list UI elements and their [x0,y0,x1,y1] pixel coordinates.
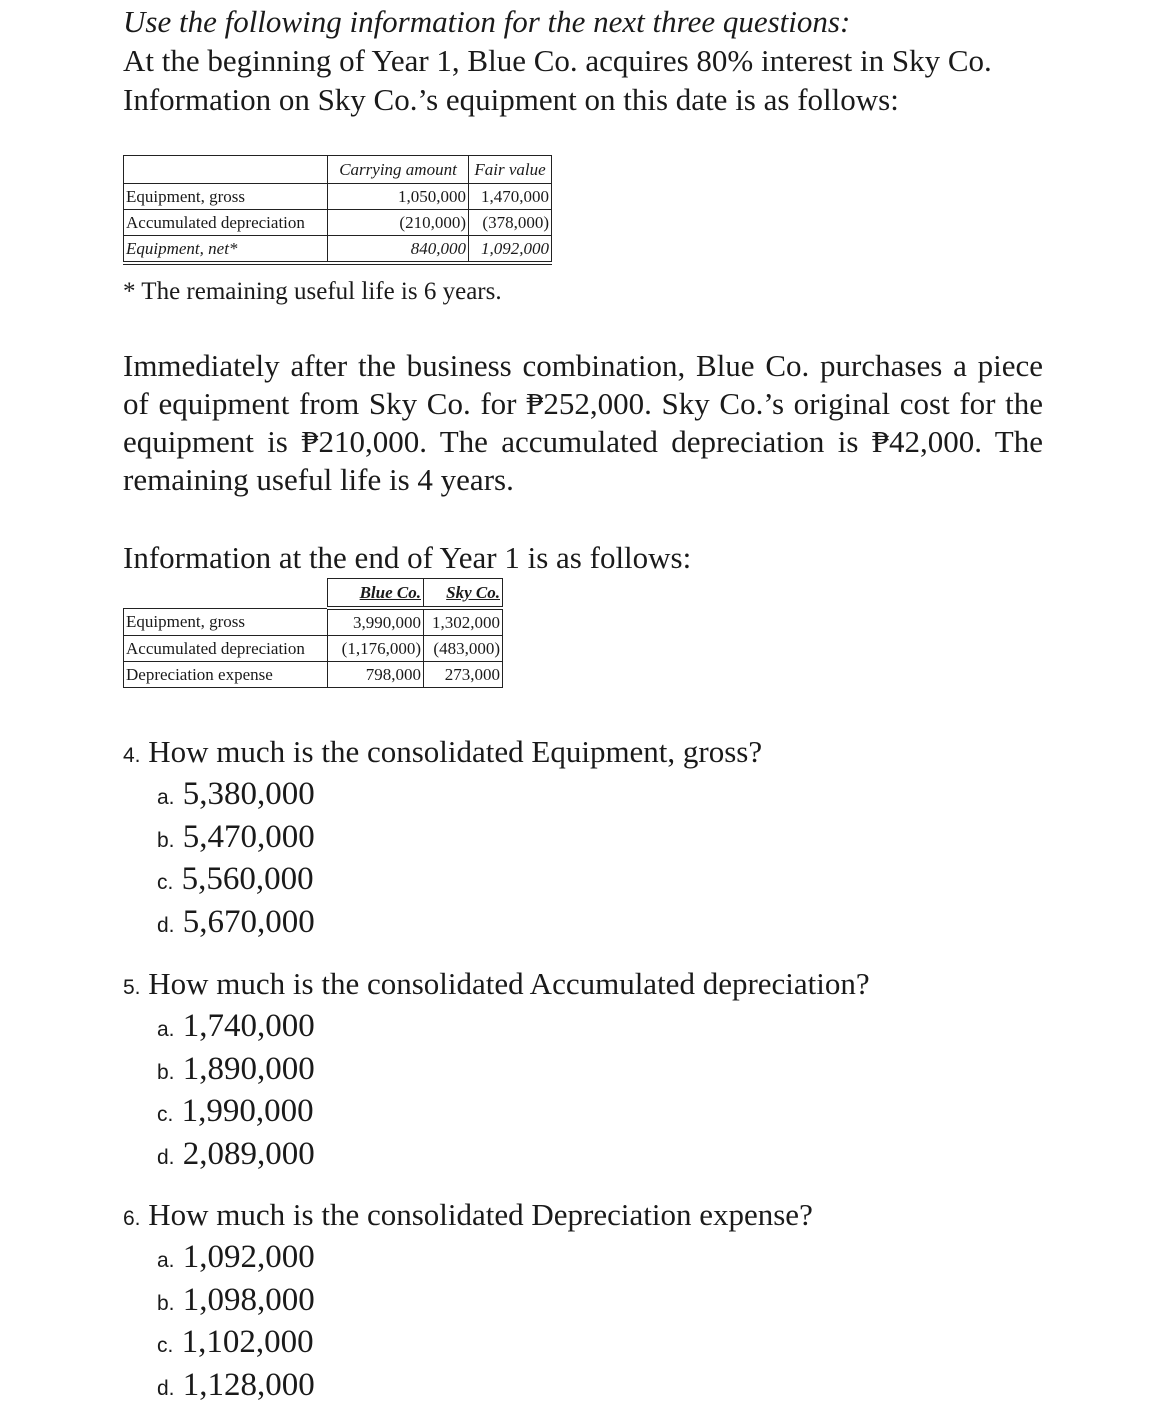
question-number: 4. [123,744,141,767]
option-value: 1,890,000 [182,1050,315,1087]
answer-option[interactable] [157,1135,870,1178]
table-header-cell: Carrying amount [328,156,469,184]
answer-options [157,775,762,945]
table-header-cell [124,579,328,609]
question-number: 5. [123,976,141,999]
option-value: 1,092,000 [182,1239,315,1275]
table-cell: 273,000 [424,662,503,688]
option-value: 5,560,000 [181,861,314,897]
year-end-table [123,578,503,688]
answer-option[interactable] [157,860,762,903]
answer-option[interactable] [157,1092,870,1135]
answer-options [157,1007,870,1177]
option-value: 1,128,000 [182,1366,315,1403]
answer-option[interactable] [157,1281,813,1324]
table-cell: 1,302,000 [424,608,503,636]
table-cell: 1,470,000 [469,184,552,210]
table-cell: Equipment, net* [124,236,328,264]
answer-options [157,1238,813,1408]
table-header-row [124,156,552,184]
option-value: 1,102,000 [181,1324,314,1360]
table-cell: 798,000 [328,662,424,688]
option-value: 1,740,000 [182,1008,315,1044]
table-header-cell: Sky Co. [424,579,503,609]
transaction-paragraph: Immediately after the business combination, Blue Co. purchases a piece of equipment from Sky Co. for ₱252,000. Sky Co.’s original cost for the equipment is ₱210,000. The accumulated depreciation is ₱42,000. The remaining useful life is 4 years. [123,348,1043,497]
option-letter: d. [157,1376,175,1400]
answer-option[interactable] [157,1323,813,1366]
question-text: How much is the consolidated Equipment, gross? [148,734,763,769]
table-cell: (210,000) [328,210,469,236]
question-number: 6. [123,1207,141,1230]
option-value: 2,089,000 [182,1135,315,1172]
answer-option[interactable] [157,818,762,861]
table-cell: Accumulated depreciation [124,636,328,662]
table-cell: 3,990,000 [328,608,424,636]
intro [123,2,1083,119]
table-row [124,636,503,662]
option-letter: a. [157,1018,175,1041]
question-stem [123,733,762,775]
table-row [124,210,552,236]
answer-option[interactable] [157,903,762,946]
option-letter: a. [157,786,175,809]
option-value: 5,670,000 [182,903,315,940]
answer-option[interactable] [157,1007,870,1050]
intro-line-1: At the beginning of Year 1, Blue Co. acquires 80% interest in Sky Co. [123,43,992,78]
table-row [124,184,552,210]
question-text: How much is the consolidated Accumulated depreciation? [148,966,870,1001]
table-row [124,662,503,688]
option-letter: b. [157,1291,175,1315]
question-stem [123,1196,813,1238]
answer-option[interactable] [157,1238,813,1281]
option-letter: a. [157,1249,175,1272]
option-letter: c. [157,871,174,894]
question-5 [123,965,870,1177]
question-4 [123,733,762,945]
option-value: 5,380,000 [182,776,315,812]
table-cell: (378,000) [469,210,552,236]
option-letter: d. [157,913,175,937]
table-cell: Accumulated depreciation [124,210,328,236]
option-letter: b. [157,828,175,852]
table-header-cell: Blue Co. [328,579,424,609]
equipment-acquisition-table [123,155,552,265]
option-value: 1,098,000 [182,1281,315,1318]
info-heading: Information at the end of Year 1 is as follows: [123,540,692,575]
table-cell: (483,000) [424,636,503,662]
intro-heading: Use the following information for the next three questions: [123,4,851,39]
question-text: How much is the consolidated Depreciation expense? [148,1197,813,1232]
table-header-cell: Fair value [469,156,552,184]
answer-option[interactable] [157,1366,813,1409]
question-stem [123,965,870,1007]
useful-life-note: * The remaining useful life is 6 years. [123,278,502,305]
answer-option[interactable] [157,775,762,818]
table-cell: Equipment, gross [124,184,328,210]
option-value: 5,470,000 [182,818,315,855]
table-header-cell [124,156,328,184]
answer-option[interactable] [157,1050,870,1093]
question-6 [123,1196,813,1408]
option-letter: d. [157,1145,175,1169]
table-header-row [124,579,503,609]
table-cell: Depreciation expense [124,662,328,688]
table-cell: (1,176,000) [328,636,424,662]
table-cell: Equipment, gross [124,608,328,636]
table-cell: 840,000 [328,236,469,264]
option-value: 1,990,000 [181,1093,314,1129]
intro-line-2: Information on Sky Co.’s equipment on this date is as follows: [123,82,899,117]
table-cell: 1,050,000 [328,184,469,210]
option-letter: c. [157,1334,174,1357]
table-row [124,236,552,264]
option-letter: c. [157,1103,174,1126]
table-row [124,608,503,636]
option-letter: b. [157,1060,175,1084]
table-cell: 1,092,000 [469,236,552,264]
